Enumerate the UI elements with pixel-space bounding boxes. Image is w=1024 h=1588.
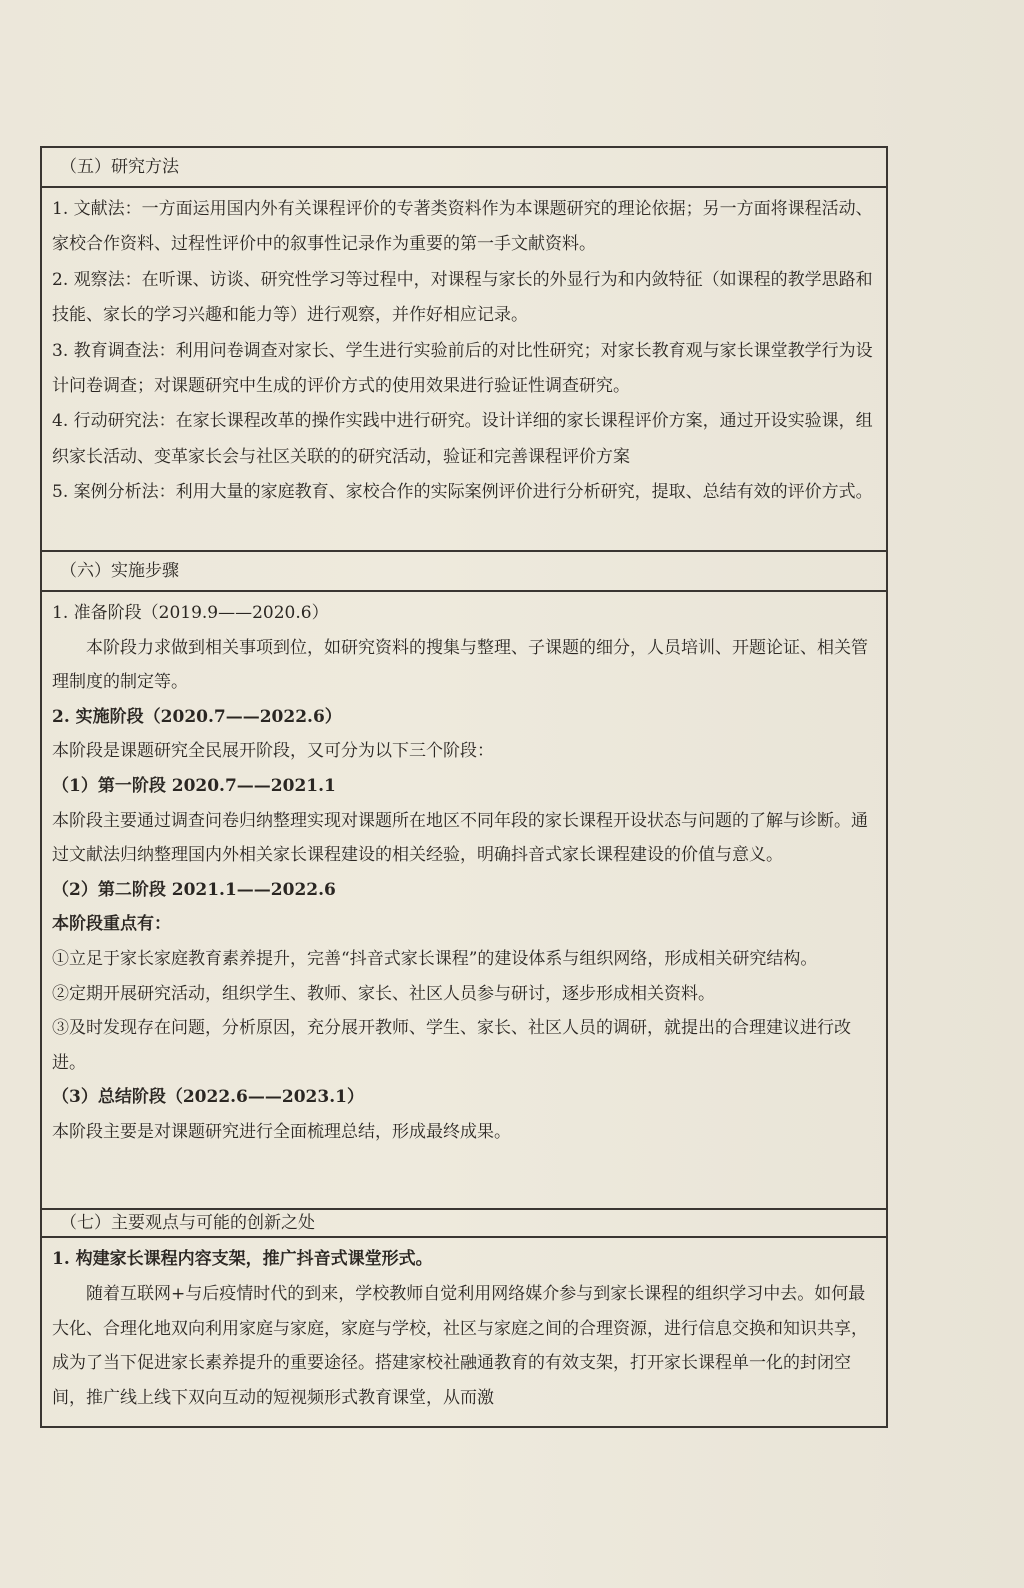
method-item: 5. 案例分析法：利用大量的家庭教育、家校合作的实际案例评价进行分析研究，提取、总结有效的评价方式。	[52, 482, 873, 503]
method-item: 3. 教育调查法：利用问卷调查对家长、学生进行实验前后的对比性研究；对家长教育观与家长课堂教学行为设计问卷调查；对课题研究中生成的评价方式的使用效果进行验证性调查研究。	[52, 340, 873, 397]
section-heading: （七）主要观点与可能的创新之处	[42, 1210, 886, 1238]
focus-item: ①立足于家长家庭教育素养提升，完善“抖音式家长课程”的建设体系与组织网络，形成相关研究结构。	[52, 948, 818, 969]
focus-item: ③及时发现存在问题，分析原因，充分展开教师、学生、家长、社区人员的调研，就提出的合理建议进行改进。	[52, 1018, 851, 1073]
stage-text: 本阶段力求做到相关事项到位，如研究资料的搜集与整理、子课题的细分，人员培训、开题论证、相关管理制度的制定等。	[52, 637, 868, 693]
method-item: 1. 文献法：一方面运用国内外有关课程评价的专著类资料作为本课题研究的理论依据；另一方面将课程活动、家校合作资料、过程性评价中的叙事性记录作为重要的第一手文献资料。	[52, 199, 873, 255]
section-heading: （五）研究方法	[42, 148, 886, 188]
section-heading: （六）实施步骤	[42, 552, 886, 592]
section-body	[42, 592, 886, 1208]
focus-item: ②定期开展研究活动，组织学生、教师、家长、社区人员参与研讨，逐步形成相关资料。	[52, 983, 715, 1004]
section-body	[42, 188, 886, 550]
phase-title: （2）第二阶段 2021.1——2022.6	[52, 879, 336, 900]
stage-title: 2. 实施阶段（2020.7——2022.6）	[52, 706, 342, 727]
stage-title: 1. 准备阶段（2019.9——2020.6）	[52, 603, 329, 623]
method-item: 2. 观察法：在听课、访谈、研究性学习等过程中，对课程与家长的外显行为和内敛特征（如课程的教学思路和技能、家长的学习兴趣和能力等）进行观察，并作好相应记录。	[52, 269, 873, 326]
section-body	[42, 1238, 886, 1426]
stage-text: 本阶段是课题研究全民展开阶段，又可分为以下三个阶段：	[52, 741, 494, 762]
section-main-views	[42, 1208, 886, 1426]
form-table	[40, 146, 888, 1428]
phase-title: （3）总结阶段（2022.6——2023.1）	[52, 1087, 364, 1108]
section-implementation-steps	[42, 550, 886, 1208]
phase-focus-label: 本阶段重点有：	[52, 914, 171, 935]
phase-text: 本阶段主要通过调查问卷归纳整理实现对课题所在地区不同年段的家长课程开设状态与问题的了解与诊断。通过文献法归纳整理国内外相关家长课程建设的相关经验，明确抖音式家长课程建设的价值与意义。	[52, 810, 868, 866]
section-research-methods	[42, 148, 886, 550]
point-text: 随着互联网+与后疫情时代的到来，学校教师自觉利用网络媒介参与到家长课程的组织学习中去。如何最大化、合理化地双向利用家庭与家庭，家庭与学校，社区与家庭之间的合理资源，进行信息交换和知识共享，成为了当下促进家长素养提升的重要途径。搭建家校社融通教育的有效支架，打开家长课程单一化的封闭空间，推广线上线下双向互动的短视频形式教育课堂，从而激	[52, 1283, 868, 1409]
phase-text: 本阶段主要是对课题研究进行全面梳理总结，形成最终成果。	[52, 1121, 511, 1142]
point-title: 1. 构建家长课程内容支架，推广抖音式课堂形式。	[52, 1249, 433, 1269]
phase-title: （1）第一阶段 2020.7——2021.1	[52, 775, 336, 796]
method-item: 4. 行动研究法：在家长课程改革的操作实践中进行研究。设计详细的家长课程评价方案，通过开设实验课，组织家长活动、变革家长会与社区关联的的研究活动，验证和完善课程评价方案	[52, 411, 873, 467]
